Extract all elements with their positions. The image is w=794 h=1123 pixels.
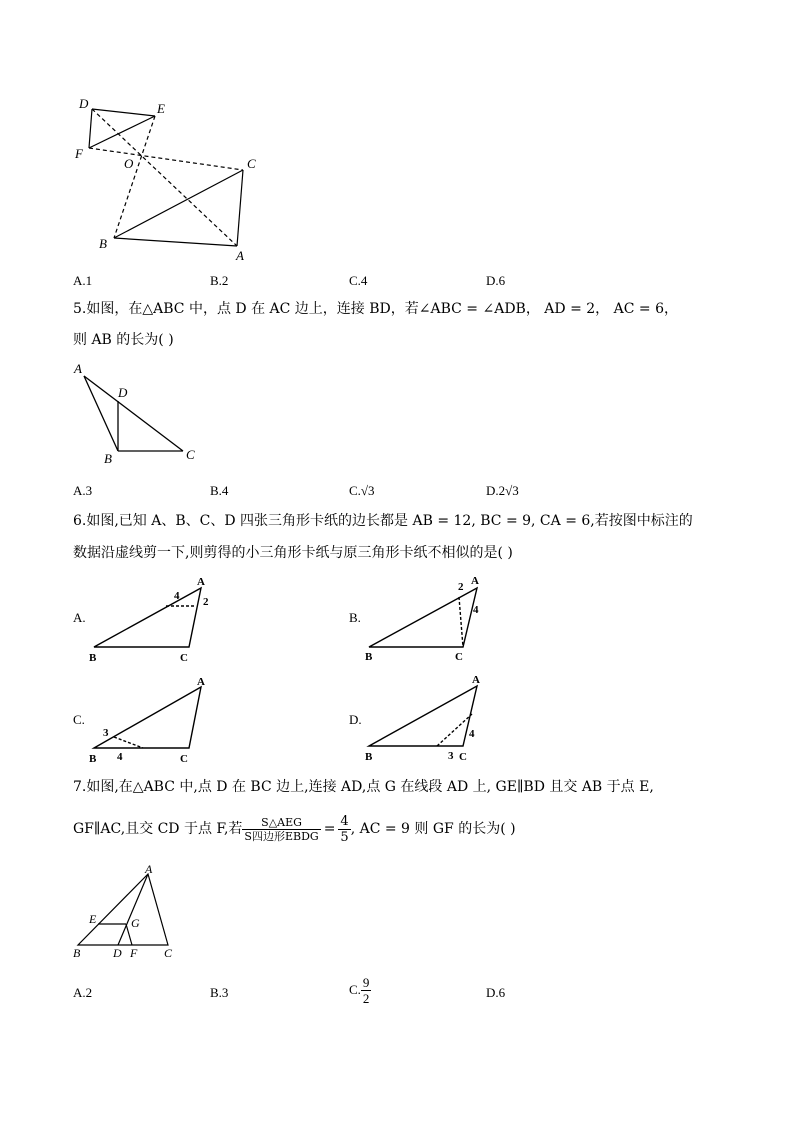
q7-option-b: B.3 xyxy=(210,985,229,1000)
q7-stem-line1: 7.如图,在△ABC 中,点 D 在 BC 边上,连接 AD,点 G 在线段 AD 上, GE∥BD 且交 AB 于点 E, xyxy=(73,779,654,795)
q6-figC-label-A: A xyxy=(197,676,205,688)
q4-label-E: E xyxy=(157,101,165,116)
q6-figC-mark-4: 4 xyxy=(117,751,123,763)
q7-ratio-num: 4 xyxy=(340,813,349,829)
q7-option-d: D.6 xyxy=(486,985,506,1000)
q5-stem-line1: 5.如图，在△ABC 中，点 D 在 AC 边上，连接 BD，若∠ABC = ∠ADB， AD = 2， AC = 6， xyxy=(73,301,678,317)
q5-option-a: A.3 xyxy=(73,483,93,498)
q6-option-a-letter: A. xyxy=(73,610,86,625)
q4-option-c: C.4 xyxy=(349,273,368,288)
q6-option-b-letter: B. xyxy=(349,610,361,625)
q6-figB-label-C: C xyxy=(455,651,463,663)
q4-label-A: A xyxy=(236,248,244,263)
q5-stem-line2: 则 AB 的长为( ) xyxy=(73,332,174,348)
q6-option-c-letter: C. xyxy=(73,712,85,727)
q6-figD-mark-3: 3 xyxy=(448,750,454,762)
q7-equals: = xyxy=(323,821,336,837)
q6-figB-label-B: B xyxy=(365,651,373,663)
q4-label-O: O xyxy=(124,156,134,171)
q7-label-A: A xyxy=(145,862,153,876)
q7-line2-after: , AC = 9 则 GF 的长为( ) xyxy=(350,821,516,837)
q6-figA-label-B: B xyxy=(89,652,97,664)
q6-figD-label-B: B xyxy=(365,751,373,763)
q7-option-c-letter: C. xyxy=(349,982,361,997)
q6-figC-label-B: B xyxy=(89,753,97,765)
q5-label-D: D xyxy=(118,385,128,400)
q7-label-E: E xyxy=(89,912,97,926)
q7-option-c xyxy=(349,970,371,1010)
q7-label-D: D xyxy=(113,946,122,960)
q5-option-d: D.2√3 xyxy=(486,483,519,498)
q4-option-a: A.1 xyxy=(73,273,93,288)
q4-option-b: B.2 xyxy=(210,273,229,288)
q7-ratio-den: 5 xyxy=(340,829,349,845)
q4-label-C: C xyxy=(247,156,256,171)
q5-option-b: B.4 xyxy=(210,483,229,498)
q5-label-A: A xyxy=(74,361,82,376)
q6-figD-label-A: A xyxy=(472,674,480,686)
q7-option-a: A.2 xyxy=(73,985,93,1000)
q6-stem-line1: 6.如图,已知 A、B、C、D 四张三角形卡纸的边长都是 AB = 12, BC = 9, CA = 6,若按图中标注的 xyxy=(73,513,693,529)
q7-area-num: S△AEG xyxy=(242,816,320,830)
q6-figA-label-C: C xyxy=(180,652,188,664)
q4-label-D: D xyxy=(79,96,89,111)
q6-figB-mark-2: 2 xyxy=(458,581,464,593)
q7-option-c-den: 2 xyxy=(362,990,370,1006)
q4-label-B: B xyxy=(99,236,107,251)
q4-label-F: F xyxy=(75,146,83,161)
q6-figA-label-A: A xyxy=(197,576,205,588)
q6-option-d-letter: D. xyxy=(349,712,362,727)
q6-figD-mark-4: 4 xyxy=(469,728,475,740)
q7-label-B: B xyxy=(73,946,81,960)
q6-figC-mark-3: 3 xyxy=(103,727,109,739)
q5-label-B: B xyxy=(104,451,112,466)
q7-option-c-num: 9 xyxy=(362,974,370,990)
q6-figD-label-C: C xyxy=(459,751,467,763)
q6-figB-label-A: A xyxy=(471,575,479,587)
q4-option-d: D.6 xyxy=(486,273,506,288)
q7-area-den: S四边形EBDG xyxy=(244,829,319,843)
q7-option-c-fraction xyxy=(361,975,372,1006)
q6-figA-mark-2: 2 xyxy=(203,596,209,608)
q7-label-F: F xyxy=(130,946,138,960)
q5-label-C: C xyxy=(186,447,195,462)
q7-label-G: G xyxy=(131,916,140,930)
q5-option-c: C.√3 xyxy=(349,483,375,498)
q7-label-C: C xyxy=(164,946,173,960)
q7-line2-before: GF∥AC,且交 CD 于点 F,若 xyxy=(73,821,243,837)
q7-seg-AD xyxy=(118,874,148,945)
q6-figC-label-C: C xyxy=(180,753,188,765)
q6-figB-mark-4: 4 xyxy=(473,604,479,616)
q6-figA-mark-4: 4 xyxy=(174,590,180,602)
q6-stem-line2: 数据沿虚线剪一下,则剪得的小三角形卡纸与原三角形卡纸不相似的是( ) xyxy=(73,545,513,561)
